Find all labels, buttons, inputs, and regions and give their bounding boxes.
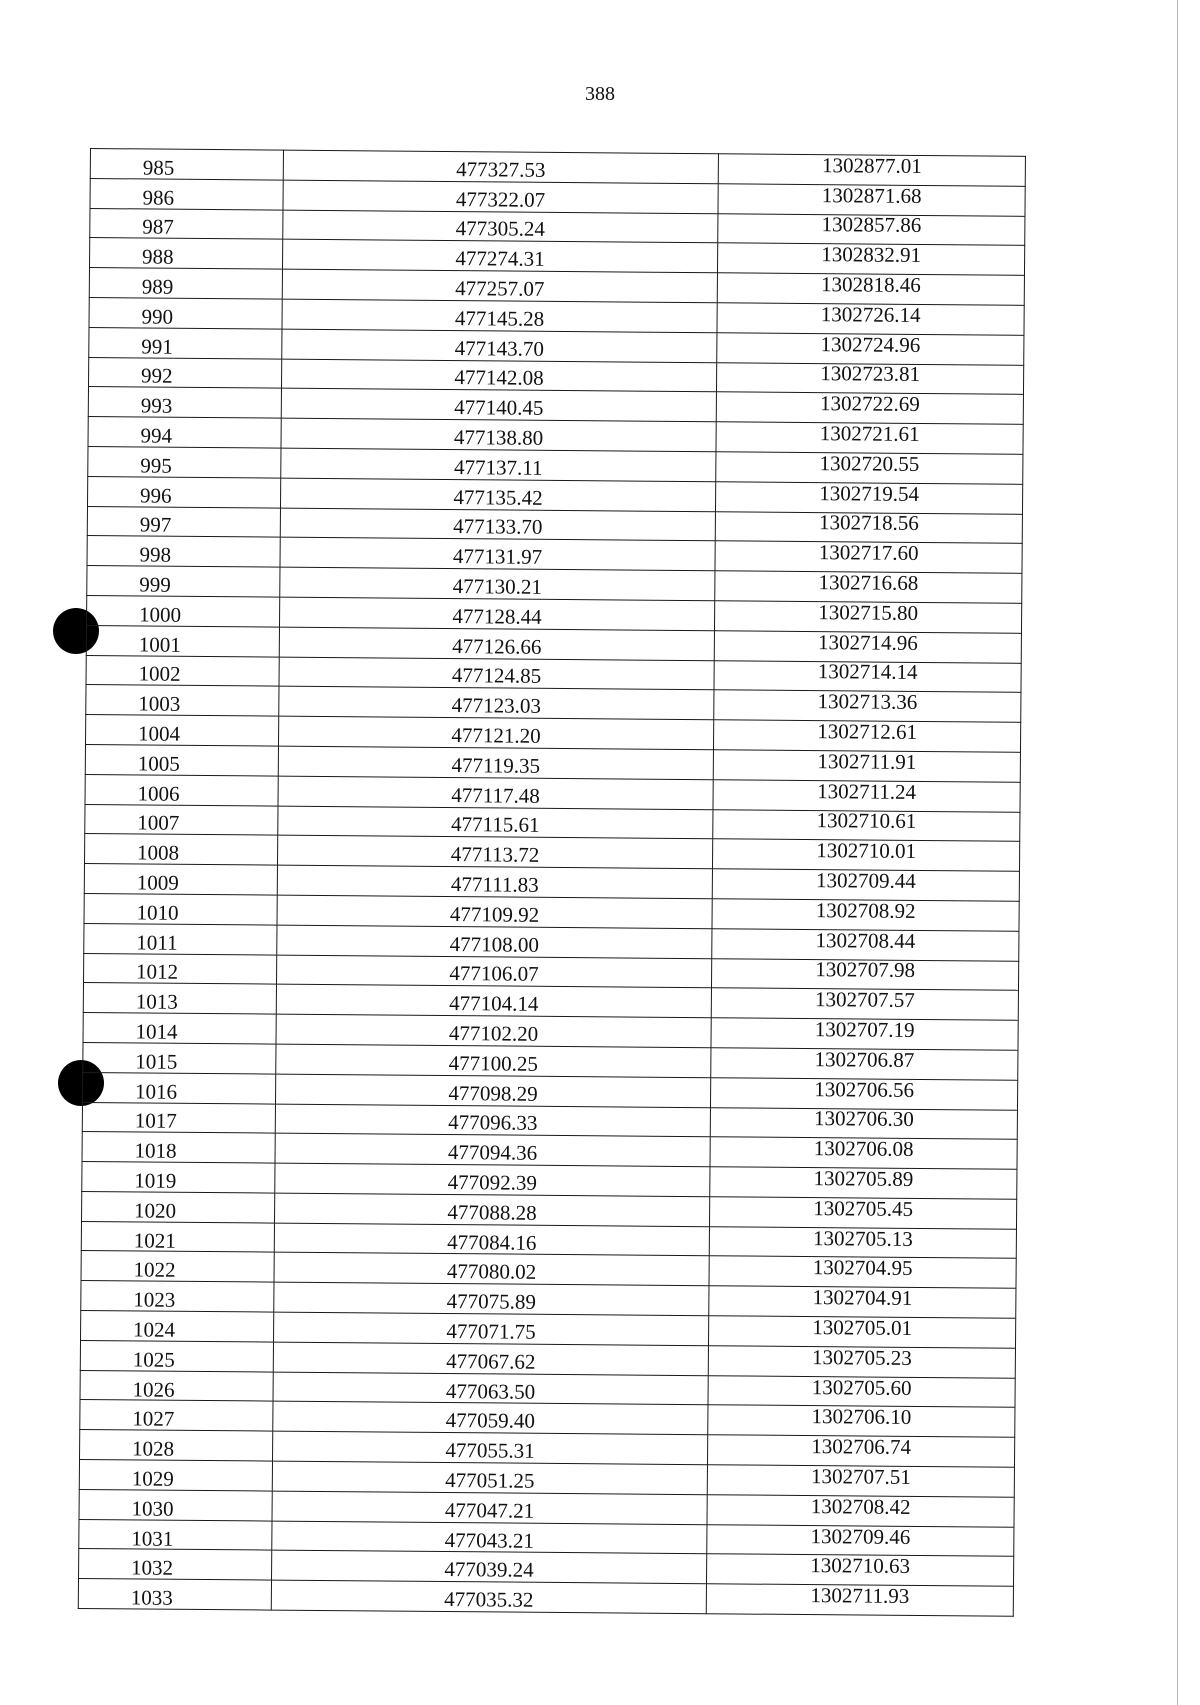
x-coordinate-cell	[274, 1253, 709, 1286]
y-coordinate-cell-text: 1302724.96	[820, 331, 921, 357]
x-coordinate-cell-text: 477035.32	[444, 1587, 534, 1612]
point-id-cell-text: 1029	[131, 1466, 174, 1491]
x-coordinate-cell	[275, 1193, 710, 1226]
point-id-cell-text: 996	[139, 483, 172, 508]
x-coordinate-cell	[272, 1461, 707, 1494]
point-id-cell-text: 997	[139, 512, 172, 538]
point-id-cell	[84, 893, 277, 924]
point-id-cell-text: 988	[141, 244, 174, 269]
y-coordinate-cell	[707, 1435, 1014, 1467]
x-coordinate-cell-text: 477117.48	[451, 782, 540, 808]
point-id-cell-text: 1007	[137, 810, 180, 836]
point-id-cell-text: 1024	[133, 1317, 176, 1342]
point-id-cell-text: 1013	[135, 989, 178, 1014]
y-coordinate-cell-text: 1302705.13	[812, 1225, 913, 1251]
point-id-cell	[88, 476, 281, 507]
x-coordinate-cell-text: 477059.40	[445, 1408, 536, 1434]
y-coordinate-cell	[718, 184, 1025, 216]
point-id-cell-text: 985	[142, 155, 175, 180]
x-coordinate-cell	[278, 776, 713, 809]
y-coordinate-cell-text: 1302713.36	[817, 689, 918, 715]
y-coordinate-cell-text: 1302711.93	[810, 1583, 910, 1609]
coordinate-table	[78, 148, 1026, 1617]
x-coordinate-cell-text: 477130.21	[452, 574, 543, 599]
x-coordinate-cell-text: 477133.70	[453, 514, 543, 540]
y-coordinate-cell-text: 1302706.10	[811, 1404, 912, 1430]
y-coordinate-cell-text: 1302714.96	[817, 629, 918, 655]
point-id-cell	[86, 655, 279, 686]
point-id-cell	[83, 1072, 276, 1103]
point-id-cell-text: 1005	[137, 751, 180, 776]
x-coordinate-cell	[275, 1133, 710, 1166]
y-coordinate-cell-text: 1302871.68	[821, 182, 922, 208]
y-coordinate-cell	[706, 1554, 1013, 1586]
point-id-cell-text: 1027	[132, 1406, 175, 1432]
y-coordinate-cell-text: 1302709.46	[810, 1523, 911, 1549]
x-coordinate-cell	[274, 1223, 709, 1256]
y-coordinate-cell	[709, 1197, 1016, 1229]
y-coordinate-cell	[717, 333, 1024, 365]
point-id-cell-text: 1008	[136, 840, 180, 865]
y-coordinate-cell	[710, 1167, 1017, 1199]
point-id-cell-text: 1030	[131, 1496, 174, 1521]
point-id-cell-text: 1021	[133, 1227, 176, 1253]
y-coordinate-cell-text: 1302720.55	[819, 450, 920, 476]
x-coordinate-cell-text: 477119.35	[451, 752, 541, 778]
point-id-cell-text: 1010	[136, 900, 179, 925]
x-coordinate-cell	[276, 955, 711, 988]
x-coordinate-cell	[272, 1491, 707, 1524]
point-id-cell-text: 986	[142, 185, 175, 210]
point-id-cell	[82, 1102, 275, 1133]
x-coordinate-cell	[273, 1372, 708, 1405]
y-coordinate-cell-text: 1302704.91	[812, 1285, 913, 1311]
x-coordinate-cell	[282, 299, 717, 332]
point-id-cell	[85, 744, 278, 775]
point-id-cell	[87, 566, 280, 597]
point-id-cell	[84, 923, 277, 954]
x-coordinate-cell	[278, 716, 713, 749]
point-id-cell	[82, 1162, 275, 1193]
y-coordinate-cell	[710, 1077, 1017, 1109]
point-id-cell-text: 1022	[133, 1257, 176, 1283]
y-coordinate-cell-text: 1302707.98	[815, 957, 916, 983]
x-coordinate-cell-text: 477106.07	[449, 961, 539, 987]
x-coordinate-cell	[272, 1521, 707, 1554]
y-coordinate-cell	[713, 809, 1020, 841]
x-coordinate-cell-text: 477140.45	[454, 395, 544, 421]
x-coordinate-cell-text: 477098.29	[448, 1080, 538, 1106]
y-coordinate-cell	[710, 1107, 1017, 1139]
y-coordinate-cell	[713, 720, 1020, 752]
y-coordinate-cell-text: 1302705.89	[813, 1166, 914, 1191]
x-coordinate-cell	[282, 240, 717, 273]
x-coordinate-cell-text: 477055.31	[445, 1438, 535, 1463]
y-coordinate-cell-text: 1302708.92	[815, 897, 916, 923]
point-id-cell	[89, 327, 282, 358]
y-coordinate-cell	[710, 1137, 1017, 1169]
x-coordinate-cell	[279, 657, 714, 690]
point-id-cell	[89, 297, 282, 328]
point-id-cell	[80, 1370, 273, 1401]
x-coordinate-cell-text: 477145.28	[454, 305, 545, 331]
y-coordinate-cell	[707, 1495, 1014, 1527]
y-coordinate-cell-text: 1302706.30	[813, 1106, 914, 1132]
y-coordinate-cell-text: 1302707.19	[814, 1017, 915, 1042]
y-coordinate-cell	[711, 1018, 1018, 1050]
point-id-cell	[87, 506, 280, 537]
y-coordinate-cell-text: 1302719.54	[819, 480, 920, 506]
point-id-cell	[85, 774, 278, 805]
y-coordinate-cell-text: 1302832.91	[821, 242, 922, 268]
y-coordinate-cell	[707, 1524, 1014, 1556]
y-coordinate-cell-text: 1302726.14	[820, 302, 921, 327]
point-id-cell	[90, 178, 283, 209]
x-coordinate-cell-text: 477274.31	[455, 246, 545, 272]
x-coordinate-cell	[281, 418, 716, 451]
point-id-cell	[87, 595, 280, 626]
x-coordinate-cell-text: 477126.66	[452, 633, 542, 659]
x-coordinate-cell-text: 477142.08	[454, 365, 544, 391]
x-coordinate-cell-text: 477322.07	[455, 186, 546, 212]
x-coordinate-cell	[280, 478, 715, 511]
y-coordinate-cell-text: 1302705.23	[811, 1344, 912, 1370]
x-coordinate-cell	[283, 180, 718, 213]
y-coordinate-cell-text: 1302715.80	[818, 599, 919, 625]
x-coordinate-cell-text: 477143.70	[454, 335, 545, 361]
point-id-cell	[81, 1221, 274, 1252]
y-coordinate-cell	[708, 1316, 1015, 1348]
x-coordinate-cell-text: 477124.85	[451, 663, 542, 689]
point-id-cell-text: 1025	[132, 1347, 175, 1372]
point-id-cell-text: 992	[140, 363, 173, 389]
x-coordinate-cell	[272, 1551, 707, 1584]
y-coordinate-cell	[717, 243, 1024, 275]
y-coordinate-cell	[708, 1346, 1015, 1378]
y-coordinate-cell-text: 1302722.69	[819, 391, 920, 417]
point-id-cell	[79, 1489, 272, 1520]
point-id-cell	[85, 834, 278, 865]
point-id-cell	[88, 357, 281, 388]
x-coordinate-cell-text: 477121.20	[451, 723, 541, 748]
x-coordinate-cell	[277, 835, 712, 868]
x-coordinate-cell	[273, 1431, 708, 1464]
y-coordinate-cell-text: 1302877.01	[821, 153, 922, 178]
point-id-cell	[82, 1191, 275, 1222]
y-coordinate-cell	[708, 1405, 1015, 1437]
point-id-cell	[88, 387, 281, 418]
x-coordinate-cell-text: 477305.24	[455, 216, 546, 242]
point-id-cell	[82, 1132, 275, 1163]
y-coordinate-cell-text: 1302708.44	[815, 927, 916, 953]
point-id-cell-text: 998	[139, 542, 172, 567]
x-coordinate-cell	[278, 746, 713, 779]
x-coordinate-cell	[279, 686, 714, 719]
y-coordinate-cell-text: 1302706.08	[813, 1136, 914, 1162]
point-id-cell	[81, 1311, 274, 1342]
y-coordinate-cell	[716, 392, 1023, 424]
x-coordinate-cell-text: 477088.28	[447, 1199, 537, 1225]
point-id-cell-text: 1020	[134, 1198, 177, 1223]
y-coordinate-cell-text: 1302818.46	[820, 272, 921, 298]
point-id-cell	[90, 149, 283, 180]
point-id-cell-text: 994	[140, 423, 173, 448]
y-coordinate-cell	[714, 660, 1021, 692]
y-coordinate-cell-text: 1302717.60	[818, 540, 919, 566]
point-id-cell-text: 1009	[136, 870, 179, 895]
point-id-cell	[86, 625, 279, 656]
x-coordinate-cell-text: 477131.97	[452, 544, 543, 570]
point-id-cell-text: 1019	[134, 1168, 177, 1193]
point-id-cell-text: 1023	[133, 1287, 176, 1312]
x-coordinate-cell-text: 477039.24	[444, 1557, 534, 1583]
x-coordinate-cell-text: 477051.25	[445, 1467, 535, 1493]
y-coordinate-cell-text: 1302706.74	[811, 1434, 912, 1460]
x-coordinate-cell	[273, 1342, 708, 1375]
point-id-cell	[89, 268, 282, 299]
y-coordinate-cell	[713, 750, 1020, 782]
y-coordinate-cell-text: 1302710.63	[810, 1553, 911, 1579]
y-coordinate-cell-text: 1302707.51	[810, 1464, 911, 1489]
x-coordinate-cell	[274, 1312, 709, 1345]
x-coordinate-cell	[276, 1044, 711, 1077]
x-coordinate-cell	[281, 388, 716, 421]
point-id-cell	[89, 238, 282, 269]
point-id-cell	[80, 1340, 273, 1371]
x-coordinate-cell	[275, 1104, 710, 1137]
x-coordinate-cell-text: 477100.25	[448, 1050, 539, 1076]
x-coordinate-cell	[283, 210, 718, 243]
x-coordinate-cell-text: 477102.20	[448, 1021, 539, 1046]
point-id-cell	[84, 953, 277, 984]
x-coordinate-cell-text: 477123.03	[451, 693, 542, 719]
y-coordinate-cell-text: 1302704.95	[812, 1255, 913, 1281]
point-id-cell	[78, 1579, 271, 1610]
x-coordinate-cell-text: 477063.50	[445, 1378, 536, 1404]
y-coordinate-cell	[709, 1256, 1016, 1288]
x-coordinate-cell	[280, 537, 715, 570]
point-id-cell	[84, 864, 277, 895]
y-coordinate-cell	[714, 601, 1021, 633]
point-id-cell	[80, 1430, 273, 1461]
point-id-cell-text: 999	[139, 572, 171, 597]
y-coordinate-cell	[718, 154, 1025, 186]
y-coordinate-cell-text: 1302721.61	[819, 421, 920, 447]
x-coordinate-cell-text: 477104.14	[449, 991, 539, 1016]
y-coordinate-cell-text: 1302710.61	[816, 808, 917, 834]
x-coordinate-cell-text: 477113.72	[450, 842, 540, 868]
y-coordinate-cell-text: 1302707.57	[814, 987, 915, 1013]
y-coordinate-cell	[713, 779, 1020, 811]
x-coordinate-cell-text: 477135.42	[453, 484, 543, 510]
point-id-cell-text: 989	[141, 274, 174, 299]
y-coordinate-cell	[715, 511, 1022, 543]
x-coordinate-cell	[274, 1282, 709, 1315]
x-coordinate-cell-text: 477096.33	[448, 1110, 538, 1136]
x-coordinate-cell	[271, 1580, 706, 1613]
point-id-cell-text: 990	[141, 304, 174, 329]
x-coordinate-cell	[278, 806, 713, 839]
y-coordinate-cell	[715, 541, 1022, 573]
table-row	[78, 1579, 1013, 1617]
y-coordinate-cell	[716, 452, 1023, 484]
x-coordinate-cell-text: 477043.21	[444, 1527, 535, 1553]
x-coordinate-cell	[273, 1402, 708, 1435]
x-coordinate-cell	[280, 508, 715, 541]
x-coordinate-cell	[279, 627, 714, 660]
x-coordinate-cell-text: 477094.36	[447, 1140, 538, 1165]
y-coordinate-cell	[716, 362, 1023, 394]
point-id-cell-text: 1018	[134, 1138, 177, 1163]
x-coordinate-cell	[276, 1014, 711, 1047]
x-coordinate-cell-text: 477128.44	[452, 603, 542, 629]
y-coordinate-cell	[714, 690, 1021, 722]
point-id-cell-text: 1017	[134, 1108, 177, 1134]
x-coordinate-cell	[277, 865, 712, 898]
x-coordinate-cell-text: 477137.11	[453, 454, 543, 480]
point-id-cell-text: 987	[142, 214, 174, 240]
point-id-cell	[79, 1460, 272, 1491]
y-coordinate-cell	[714, 630, 1021, 662]
point-id-cell	[88, 417, 281, 448]
coordinate-table-body	[78, 149, 1025, 1617]
point-id-cell-text: 1002	[138, 661, 181, 687]
y-coordinate-cell-text: 1302705.60	[811, 1374, 912, 1400]
y-coordinate-cell-text: 1302708.42	[810, 1493, 911, 1519]
x-coordinate-cell-text: 477327.53	[456, 156, 546, 182]
y-coordinate-cell	[709, 1226, 1016, 1258]
y-coordinate-cell-text: 1302712.61	[817, 719, 918, 744]
point-id-cell-text: 1006	[137, 781, 180, 806]
point-id-cell	[79, 1549, 272, 1580]
y-coordinate-cell	[712, 928, 1019, 960]
point-id-cell-text: 1031	[131, 1525, 174, 1551]
x-coordinate-cell-text: 477115.61	[450, 812, 540, 838]
x-coordinate-cell	[281, 359, 716, 392]
x-coordinate-cell	[283, 150, 718, 183]
point-id-cell-text: 995	[140, 453, 172, 478]
point-id-cell-text: 1003	[138, 691, 181, 717]
point-id-cell-text: 991	[141, 334, 173, 359]
x-coordinate-cell-text: 477109.92	[449, 901, 540, 927]
x-coordinate-cell	[276, 1074, 711, 1107]
y-coordinate-cell	[715, 571, 1022, 603]
x-coordinate-cell-text: 477080.02	[446, 1259, 537, 1285]
point-id-cell	[81, 1281, 274, 1312]
point-id-cell-text: 1032	[131, 1555, 174, 1581]
point-id-cell-text: 1028	[132, 1436, 175, 1461]
y-coordinate-cell	[711, 958, 1018, 990]
point-id-cell-text: 1011	[136, 930, 178, 955]
point-id-cell-text: 1016	[135, 1079, 178, 1104]
x-coordinate-cell-text: 477075.89	[446, 1289, 537, 1314]
y-coordinate-cell	[712, 869, 1019, 901]
point-id-cell	[83, 983, 276, 1014]
y-coordinate-cell-text: 1302857.86	[821, 212, 922, 238]
x-coordinate-cell-text: 477138.80	[453, 425, 544, 450]
y-coordinate-cell-text: 1302718.56	[818, 510, 919, 536]
x-coordinate-cell-text: 477257.07	[455, 276, 545, 301]
x-coordinate-cell-text: 477108.00	[449, 931, 540, 957]
x-coordinate-cell	[281, 448, 716, 481]
x-coordinate-cell	[277, 895, 712, 928]
y-coordinate-cell	[711, 988, 1018, 1020]
x-coordinate-cell-text: 477084.16	[447, 1229, 537, 1255]
x-coordinate-cell	[275, 1163, 710, 1196]
y-coordinate-cell	[712, 899, 1019, 931]
y-coordinate-cell-text: 1302706.56	[814, 1076, 915, 1102]
point-id-cell	[83, 1042, 276, 1073]
y-coordinate-cell-text: 1302711.24	[817, 778, 917, 804]
y-coordinate-cell	[709, 1286, 1016, 1318]
x-coordinate-cell	[282, 329, 717, 362]
point-id-cell-text: 1014	[135, 1019, 178, 1044]
x-coordinate-cell	[282, 269, 717, 302]
x-coordinate-cell	[279, 597, 714, 630]
y-coordinate-cell	[708, 1375, 1015, 1407]
point-id-cell	[87, 536, 280, 567]
x-coordinate-cell-text: 477092.39	[447, 1170, 538, 1195]
point-id-cell-text: 1001	[138, 632, 181, 657]
point-id-cell	[81, 1251, 274, 1282]
x-coordinate-cell-text: 477111.83	[450, 872, 539, 897]
y-coordinate-cell-text: 1302716.68	[818, 570, 919, 596]
point-id-cell	[83, 1013, 276, 1044]
y-coordinate-cell-text: 1302711.91	[817, 748, 917, 774]
x-coordinate-cell	[277, 925, 712, 958]
page-edge	[1177, 0, 1200, 1705]
x-coordinate-cell	[280, 567, 715, 600]
y-coordinate-cell-text: 1302723.81	[820, 361, 921, 387]
point-id-cell	[86, 685, 279, 716]
point-id-cell-text: 993	[140, 393, 173, 418]
x-coordinate-cell-text: 477071.75	[446, 1318, 536, 1344]
point-id-cell	[80, 1400, 273, 1431]
y-coordinate-cell	[716, 422, 1023, 454]
y-coordinate-cell-text: 1302709.44	[815, 868, 916, 893]
y-coordinate-cell-text: 1302705.45	[813, 1195, 914, 1221]
x-coordinate-cell-text: 477067.62	[446, 1348, 536, 1374]
x-coordinate-cell	[276, 984, 711, 1017]
point-id-cell	[85, 804, 278, 835]
y-coordinate-cell	[718, 213, 1025, 245]
point-id-cell-text: 1026	[132, 1376, 175, 1402]
y-coordinate-cell-text: 1302710.01	[816, 838, 917, 864]
x-coordinate-cell-text: 477047.21	[444, 1497, 535, 1523]
y-coordinate-cell	[712, 839, 1019, 871]
y-coordinate-cell	[715, 482, 1022, 514]
point-id-cell-text: 1004	[137, 721, 181, 746]
y-coordinate-cell	[707, 1465, 1014, 1497]
point-id-cell	[88, 446, 281, 477]
point-id-cell-text: 1012	[135, 959, 179, 985]
y-coordinate-cell	[706, 1584, 1013, 1616]
point-id-cell	[79, 1519, 272, 1550]
y-coordinate-cell	[711, 1048, 1018, 1080]
y-coordinate-cell-text: 1302706.87	[814, 1046, 915, 1072]
page-number: 388	[585, 83, 615, 105]
point-id-cell	[90, 208, 283, 239]
point-id-cell-text: 1015	[135, 1049, 178, 1074]
y-coordinate-cell	[717, 273, 1024, 305]
point-id-cell-text: 1033	[130, 1585, 173, 1610]
y-coordinate-cell-text: 1302705.01	[812, 1315, 913, 1340]
point-id-cell-text: 1000	[138, 602, 182, 627]
point-id-cell	[86, 715, 279, 746]
y-coordinate-cell	[717, 303, 1024, 335]
y-coordinate-cell-text: 1302714.14	[817, 659, 918, 685]
